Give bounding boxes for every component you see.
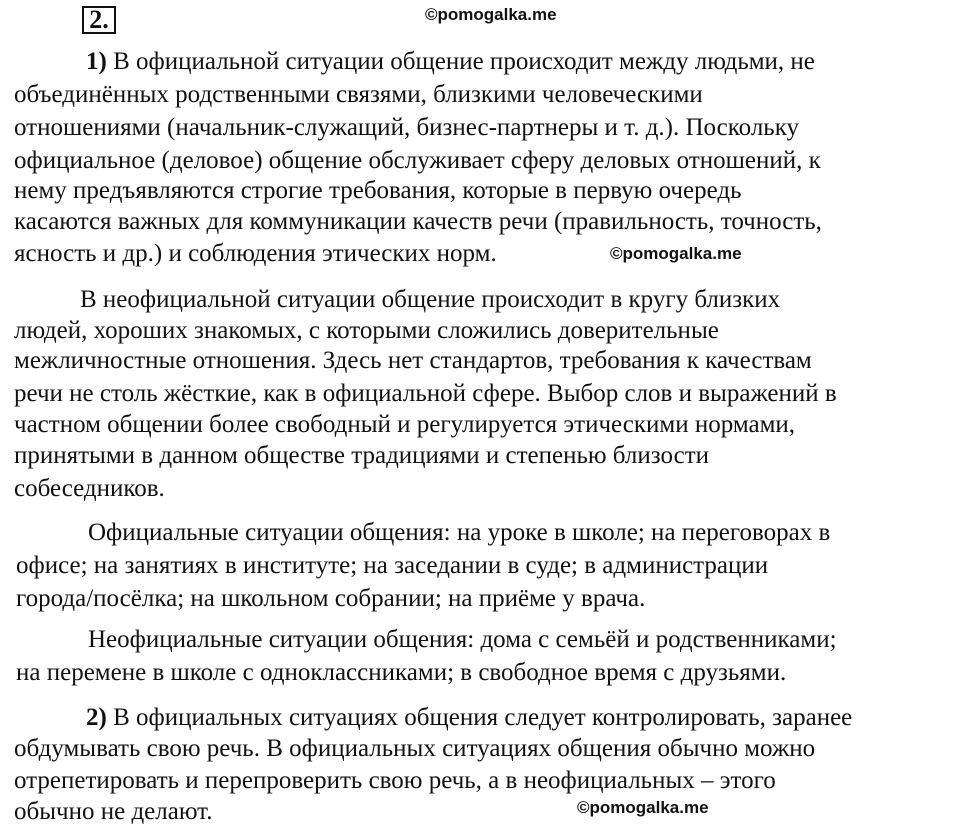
line-text: В официальной ситуации общение происходит между людьми, не — [106, 48, 815, 75]
text-line: речи не столь жёсткие, как в официальной сфере. Выбор слов и выражений в — [14, 380, 837, 407]
text-line: объединённых родственными связями, близкими человеческими — [14, 81, 703, 108]
text-line — [86, 703, 852, 733]
watermark: ©pomogalka.me — [425, 5, 557, 24]
text-line: офисе; на занятиях в институте; на заседании в суде; в администрации — [16, 552, 769, 579]
watermark: ©pomogalka.me — [577, 798, 709, 817]
text-line: нему предъявляются строгие требования, которые в первую очередь — [14, 177, 742, 204]
text-line: отношениями (начальник-служащий, бизнес-партнеры и т. д.). Поскольку — [14, 114, 799, 141]
item-marker: 2) — [86, 704, 107, 731]
line-text: В официальных ситуациях общения следует контролировать, заранее — [106, 704, 853, 731]
text-line: В неофициальной ситуации общение происходит в кругу близких — [80, 286, 781, 313]
task-number-box: 2. — [82, 6, 116, 34]
text-line: собеседников. — [14, 475, 165, 502]
text-line: Официальные ситуации общения: на уроке в школе; на переговорах в — [88, 519, 831, 546]
text-line: официальное (деловое) общение обслуживает сферу деловых отношений, к — [14, 147, 821, 174]
watermark: ©pomogalka.me — [610, 244, 742, 263]
text-line: отрепетировать и перепроверить свою речь, а в неофициальных – этого — [14, 767, 776, 794]
text-line: касаются важных для коммуникации качеств речи (правильность, точность, — [14, 208, 822, 235]
text-line: межличностные отношения. Здесь нет стандартов, требования к качествам — [14, 347, 812, 374]
text-line: на перемене в школе с одноклассниками; в свободное время с друзьями. — [16, 659, 787, 686]
text-line: частном общении более свободный и регулируется этическими нормами, — [14, 411, 796, 438]
text-line: людей, хороших знакомых, с которыми сложились доверительные — [14, 317, 719, 344]
text-line: обычно не делают. — [14, 798, 213, 825]
text-line: города/посёлка; на школьном собрании; на приёме у врача. — [16, 585, 646, 612]
item-marker: 1) — [86, 48, 107, 75]
text-line: ясность и др.) и соблюдения этических норм. — [14, 240, 497, 267]
text-line: принятыми в данном обществе традициями и степенью близости — [14, 442, 710, 469]
text-line: обдумывать свою речь. В официальных ситуациях общения обычно можно — [14, 735, 816, 762]
text-line — [86, 47, 815, 77]
text-line: Неофициальные ситуации общения: дома с семьёй и родственниками; — [88, 626, 837, 653]
